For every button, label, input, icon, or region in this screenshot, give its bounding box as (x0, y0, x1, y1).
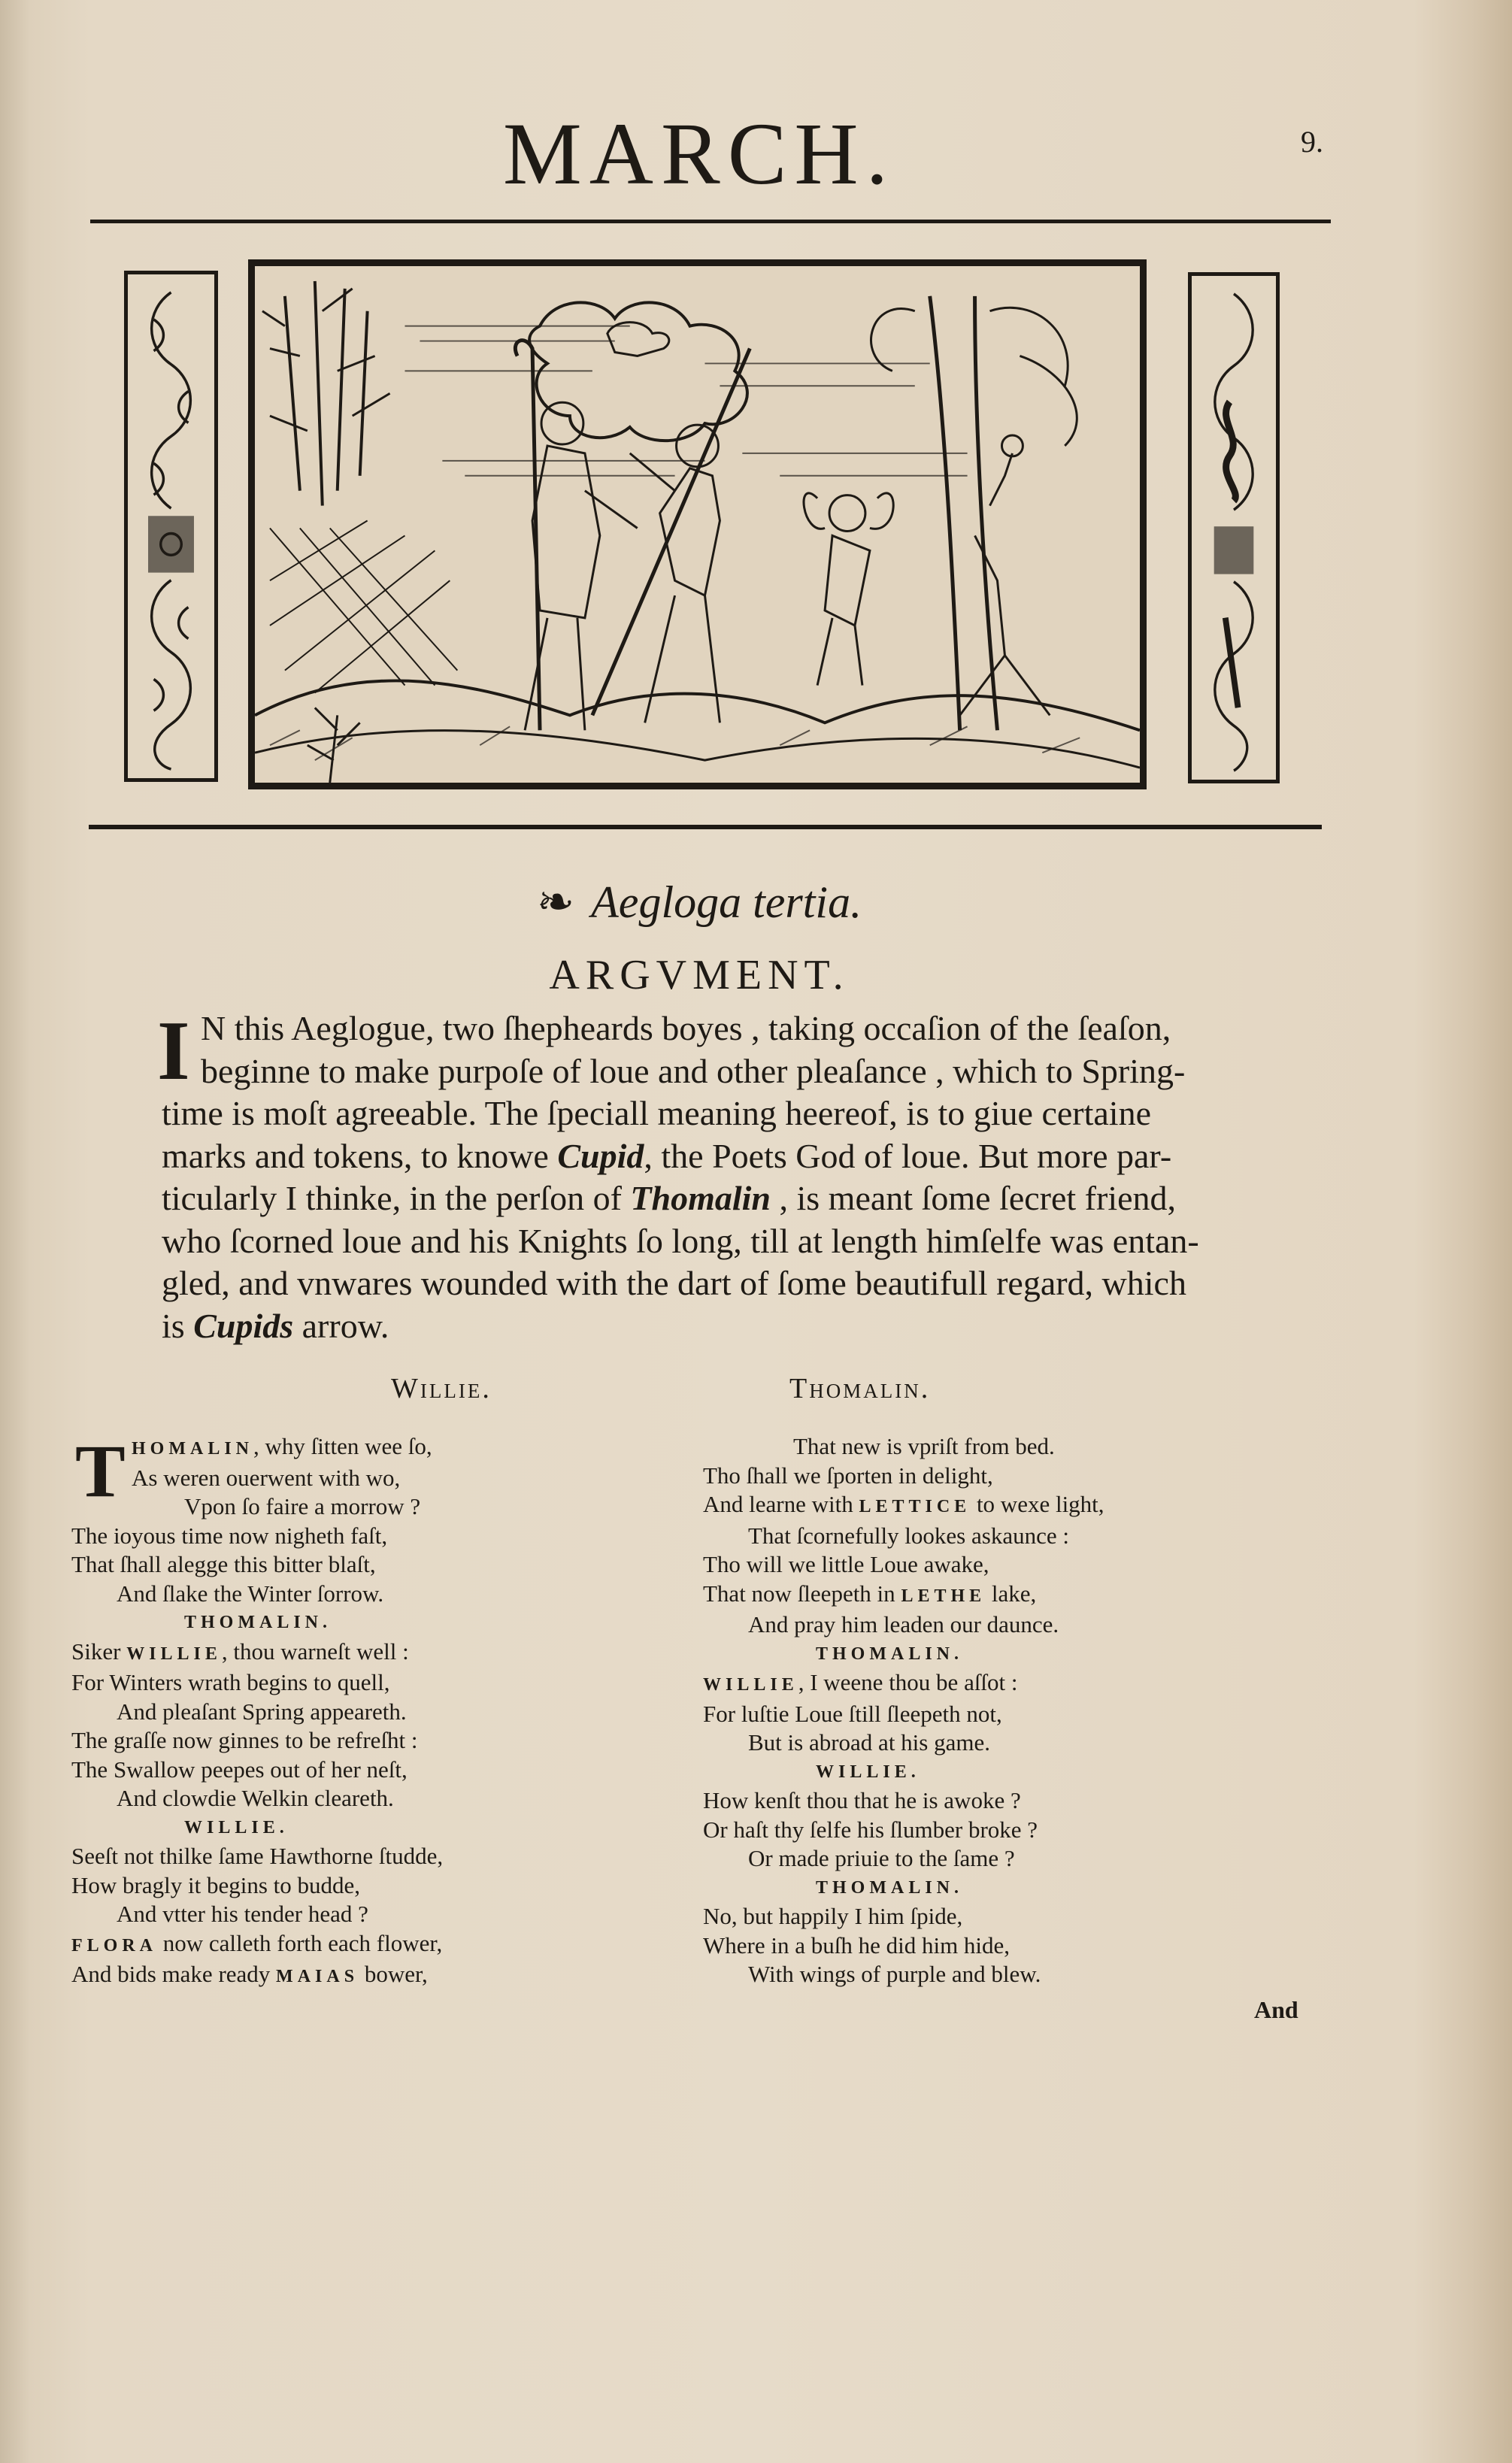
verse-line: No, but happily I him ſpide, (703, 1903, 963, 1929)
printers-fleuron-icon: ❧ (536, 877, 575, 927)
speaker-label: WILLIE. (184, 1817, 289, 1837)
verse-line: Or made priuie to the ſame ? (748, 1845, 1015, 1871)
proper-name: FLORA (71, 1935, 157, 1956)
eclogue-title-text: Aegloga tertia. (591, 877, 862, 927)
woodcut-shepherds-and-cupid-icon (248, 259, 1147, 789)
proper-name: WILLIE (126, 1644, 222, 1664)
verse-line: That now ſleepeth in LETHE lake, (703, 1580, 1037, 1607)
verse-line: Tho ſhall we ſporten in delight, (703, 1462, 993, 1489)
drop-cap: T (75, 1429, 126, 1513)
verse-line: WILLIE, I weene thou be aſſot : (703, 1669, 1018, 1695)
verse-line: Tho will we little Loue awake, (703, 1551, 989, 1577)
argument-line: ticularly I thinke, in the perſon of Thomalin , is meant ſome ſecret friend, (162, 1179, 1177, 1217)
verse-block (703, 1432, 1104, 1989)
verse-line: And pleaſant Spring appeareth. (117, 1698, 407, 1725)
speaker-label: WILLIE. (816, 1762, 920, 1782)
name-thomalin: Thomalin (630, 1179, 771, 1217)
proper-name: WILLIE (703, 1675, 798, 1695)
verse-line: That ſcornefully lookes askaunce : (748, 1522, 1069, 1549)
drop-cap: I (157, 1004, 190, 1098)
verse-line: And pray him leaden our daunce. (748, 1611, 1059, 1637)
name-cupids: Cupids (193, 1306, 294, 1345)
verse-line: And clowdie Welkin cleareth. (117, 1785, 394, 1811)
ornamental-border-left-icon (124, 271, 218, 782)
verse-line: For luſtie Loue ſtill ſleepeth not, (703, 1700, 1002, 1727)
verse-line: Siker WILLIE, thou warneſt well : (71, 1637, 409, 1665)
proper-name: LETHE (901, 1586, 986, 1606)
verse-line: With wings of purple and blew. (748, 1961, 1041, 1987)
verse-line: For Winters wrath begins to quell, (71, 1669, 390, 1695)
verse-line: FLORA now calleth forth each flower, (71, 1929, 443, 1956)
ornamental-border-right-icon (1188, 272, 1280, 783)
verse-line: That new is vpriſt from bed. (793, 1433, 1055, 1459)
speaker-label: THOMALIN. (816, 1644, 964, 1664)
eclogue-title (0, 872, 1398, 932)
verse-line: How bragly it begins to budde, (71, 1871, 361, 1898)
argument-line: time is moſt agreeable. The ſpeciall meaning heereof, is to giue certaine (162, 1094, 1152, 1132)
verse-line: And learne with LETTICE to wexe light, (703, 1491, 1104, 1517)
name-cupid: Cupid (557, 1136, 644, 1175)
argument-line: gled, and vnwares wounded with the dart of ſome beautifull regard, which (162, 1264, 1186, 1302)
verse-line: How kenſt thou that he is awoke ? (703, 1787, 1021, 1813)
verse-line: And bids make ready MAIAS bower, (71, 1961, 428, 1987)
speaker-label: THOMALIN. (184, 1613, 332, 1632)
argument-line: who ſcorned loue and his Knights ſo long, till at length himſelfe was entan- (162, 1221, 1199, 1260)
argument-paragraph (157, 1004, 1237, 1347)
header-rule (90, 220, 1331, 223)
verse-line: Vpon ſo faire a morrow ? (184, 1493, 421, 1519)
speaker-label: THOMALIN. (816, 1877, 964, 1898)
column-heading-thomalin: Thomalin. (789, 1373, 931, 1404)
proper-name: HOMALIN (132, 1439, 253, 1459)
verse-line: The graſſe now ginnes to be refreſht : (71, 1727, 418, 1753)
page-title: MARCH. (502, 105, 896, 203)
verse-line: The Swallow peepes out of her neſt, (71, 1756, 408, 1783)
proper-name: LETTICE (859, 1497, 971, 1516)
verse-block (71, 1429, 444, 1992)
verse-line: As weren ouerwent with wo, (132, 1464, 401, 1491)
verse-line: Or haſt thy ſelfe his ſlumber broke ? (703, 1816, 1038, 1843)
argument-line: marks and tokens, to knowe Cupid, the Poets God of loue. But more par- (162, 1136, 1172, 1175)
folio-number: 9. (1301, 125, 1323, 159)
verse-line: Seeſt not thilke ſame Hawthorne ſtudde, (71, 1843, 444, 1869)
verse-line: And ſlake the Winter ſorrow. (117, 1580, 384, 1607)
verse-line: The ioyous time now nigheth faſt, (71, 1522, 388, 1549)
verse-line: And vtter his tender head ? (117, 1901, 368, 1927)
proper-name: MAIAS (276, 1967, 359, 1986)
verse-line: Where in a buſh he did him hide, (703, 1931, 1011, 1959)
verse-line: HOMALIN, why ſitten wee ſo, (132, 1433, 432, 1459)
illustration-rule (89, 825, 1322, 829)
argument-line: is Cupids arrow. (162, 1306, 389, 1345)
verse-line: That ſhall alegge this bitter blaſt, (71, 1551, 376, 1577)
argument-line: N this Aeglogue, two ſhepheards boyes , taking occaſion of the ſeaſon, (201, 1009, 1171, 1047)
argument-line: beginne to make purpoſe of loue and other pleaſance , which to Spring- (201, 1051, 1186, 1090)
catchword: And (1254, 1996, 1298, 2023)
argument-heading: ARGVMENT. (549, 952, 850, 998)
column-heading-willie: Willie. (391, 1373, 492, 1404)
verse-line: But is abroad at his game. (748, 1729, 990, 1756)
